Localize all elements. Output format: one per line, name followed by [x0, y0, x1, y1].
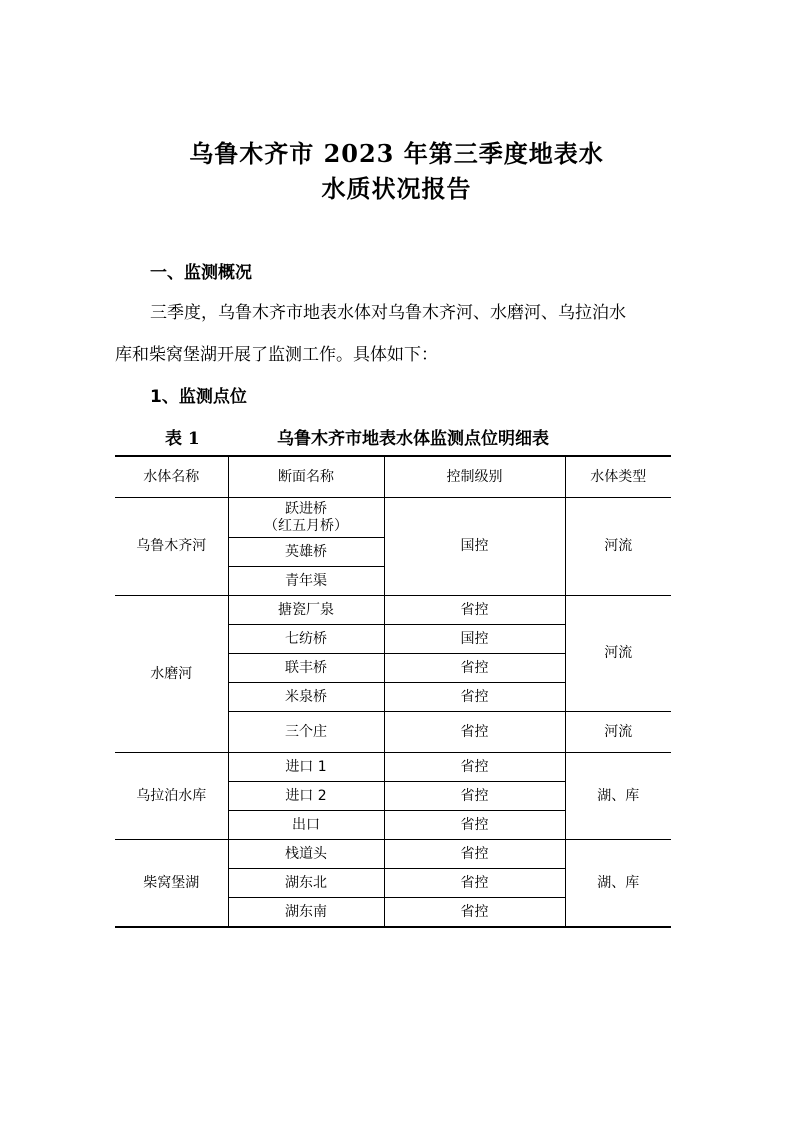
site-cell: 栈道头 — [228, 840, 384, 869]
site-name: 跃进桥 — [285, 500, 327, 517]
table-header-row — [115, 456, 671, 498]
site-cell: 进口 2 — [228, 782, 384, 811]
site-cell: 米泉桥 — [228, 683, 384, 712]
table-row — [115, 753, 671, 782]
section-heading: 一、监测概况 — [150, 263, 252, 283]
site-cell: 搪瓷厂泉 — [228, 596, 384, 625]
table-caption-title: 乌鲁木齐市地表水体监测点位明细表 — [277, 429, 549, 449]
report-title-line2: 水质状况报告 — [321, 174, 472, 203]
header-water-body: 水体名称 — [115, 456, 228, 498]
water-body-cell: 水磨河 — [115, 596, 228, 753]
site-cell: 三个庄 — [228, 712, 384, 753]
water-body-cell: 乌拉泊水库 — [115, 753, 228, 840]
control-cell: 省控 — [384, 683, 565, 712]
control-cell: 省控 — [384, 654, 565, 683]
control-cell: 国控 — [384, 625, 565, 654]
control-cell: 省控 — [384, 596, 565, 625]
type-cell: 河流 — [565, 498, 671, 596]
sub-heading: 1、监测点位 — [150, 387, 247, 407]
header-section-name: 断面名称 — [228, 456, 384, 498]
control-cell: 省控 — [384, 753, 565, 782]
type-cell: 河流 — [565, 712, 671, 753]
water-body-cell: 柴窝堡湖 — [115, 840, 228, 928]
report-title-line1: 乌鲁木齐市 2023 年第三季度地表水 — [189, 139, 604, 168]
table-row — [115, 498, 671, 538]
site-cell: 青年渠 — [228, 567, 384, 596]
header-water-type: 水体类型 — [565, 456, 671, 498]
monitoring-sites-table — [115, 455, 671, 928]
control-cell: 国控 — [384, 498, 565, 596]
control-cell: 省控 — [384, 869, 565, 898]
control-cell: 省控 — [384, 898, 565, 928]
control-cell: 省控 — [384, 811, 565, 840]
control-cell: 省控 — [384, 840, 565, 869]
type-cell: 湖、库 — [565, 753, 671, 840]
table-caption-number: 表 1 — [165, 429, 200, 449]
site-cell — [228, 498, 384, 538]
control-cell: 省控 — [384, 782, 565, 811]
type-cell: 河流 — [565, 596, 671, 712]
control-cell: 省控 — [384, 712, 565, 753]
site-cell: 七纺桥 — [228, 625, 384, 654]
table-row — [115, 840, 671, 869]
paragraph-line1: 三季度，乌鲁木齐市地表水体对乌鲁木齐河、水磨河、乌拉泊水 — [150, 303, 626, 323]
site-cell: 进口 1 — [228, 753, 384, 782]
site-name-alt: （红五月桥） — [264, 517, 348, 534]
site-cell: 出口 — [228, 811, 384, 840]
site-cell: 英雄桥 — [228, 538, 384, 567]
site-cell: 湖东北 — [228, 869, 384, 898]
water-body-cell: 乌鲁木齐河 — [115, 498, 228, 596]
site-cell: 湖东南 — [228, 898, 384, 928]
type-cell: 湖、库 — [565, 840, 671, 928]
paragraph-line2: 库和柴窝堡湖开展了监测工作。具体如下： — [115, 345, 438, 365]
site-cell: 联丰桥 — [228, 654, 384, 683]
header-control-level: 控制级别 — [384, 456, 565, 498]
table-row — [115, 596, 671, 625]
